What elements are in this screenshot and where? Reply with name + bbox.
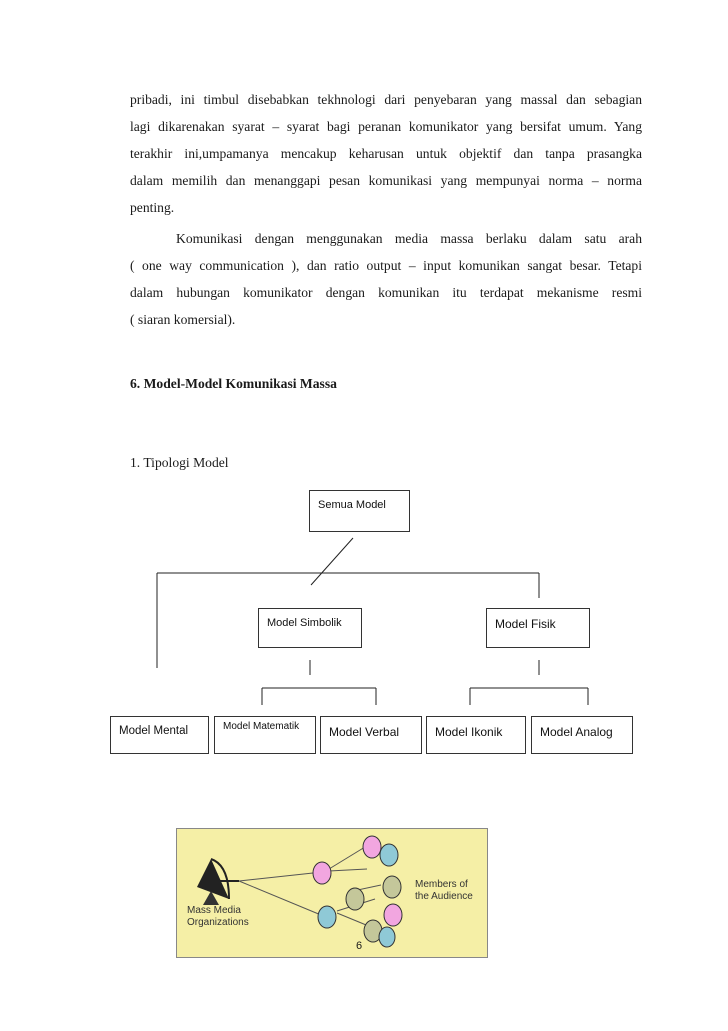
paragraph-1-line: terakhir ini,umpamanya mencakup keharusan untuk objektif dan tanpa prasangka bbox=[130, 146, 642, 161]
paragraph-1-line: pribadi, ini timbul disebabkan tekhnologi dari penyebaran yang massal dan sebagian bbox=[130, 92, 642, 107]
model-matematik-box: Model Matematik bbox=[214, 716, 316, 754]
audience-label-line2: the Audience bbox=[415, 891, 473, 902]
paragraph-1-line: penting. bbox=[130, 200, 175, 215]
satellite-dish-icon bbox=[197, 859, 239, 905]
paragraph-2-line: ( siaran komersial). bbox=[130, 312, 236, 327]
mass-media-label-line1: Mass Media bbox=[187, 905, 241, 916]
model-fisik-box: Model Fisik bbox=[486, 608, 590, 648]
audience-label bbox=[415, 879, 473, 903]
semua-model-box: Semua Model bbox=[309, 490, 410, 532]
paragraph-2-line: dalam hubungan komunikator dengan komunikan itu terdapat mekanisme resmi bbox=[130, 285, 642, 300]
subsection-heading: 1. Tipologi Model bbox=[130, 455, 229, 470]
section-heading: 6. Model-Model Komunikasi Massa bbox=[130, 376, 337, 391]
audience-heads-icon bbox=[313, 836, 402, 947]
mass-communication-figure bbox=[176, 828, 488, 958]
signal-arrows bbox=[239, 847, 381, 927]
model-analog-box: Model Analog bbox=[531, 716, 633, 754]
mass-media-label-line2: Organizations bbox=[187, 917, 249, 928]
paragraph-1-line: lagi dikarenakan syarat – syarat bagi peranan komunikator yang bersifat umum. Yang bbox=[130, 119, 642, 134]
paragraph-2-line: Komunikasi dengan menggunakan media massa berlaku dalam satu arah bbox=[176, 231, 642, 246]
model-verbal-box: Model Verbal bbox=[320, 716, 422, 754]
page-number: 6 bbox=[356, 940, 363, 952]
model-ikonik-box: Model Ikonik bbox=[426, 716, 526, 754]
model-mental-box: Model Mental bbox=[110, 716, 209, 754]
root-connector bbox=[311, 538, 353, 585]
paragraph-1-line: dalam memilih dan menanggapi pesan komunikasi yang mempunyai norma – norma bbox=[130, 173, 642, 188]
mass-media-label bbox=[187, 905, 249, 929]
audience-label-line1: Members of bbox=[415, 879, 468, 890]
model-simbolik-box: Model Simbolik bbox=[258, 608, 362, 648]
paragraph-2-line: ( one way communication ), dan ratio output – input komunikan sangat besar. Tetapi bbox=[130, 258, 642, 273]
